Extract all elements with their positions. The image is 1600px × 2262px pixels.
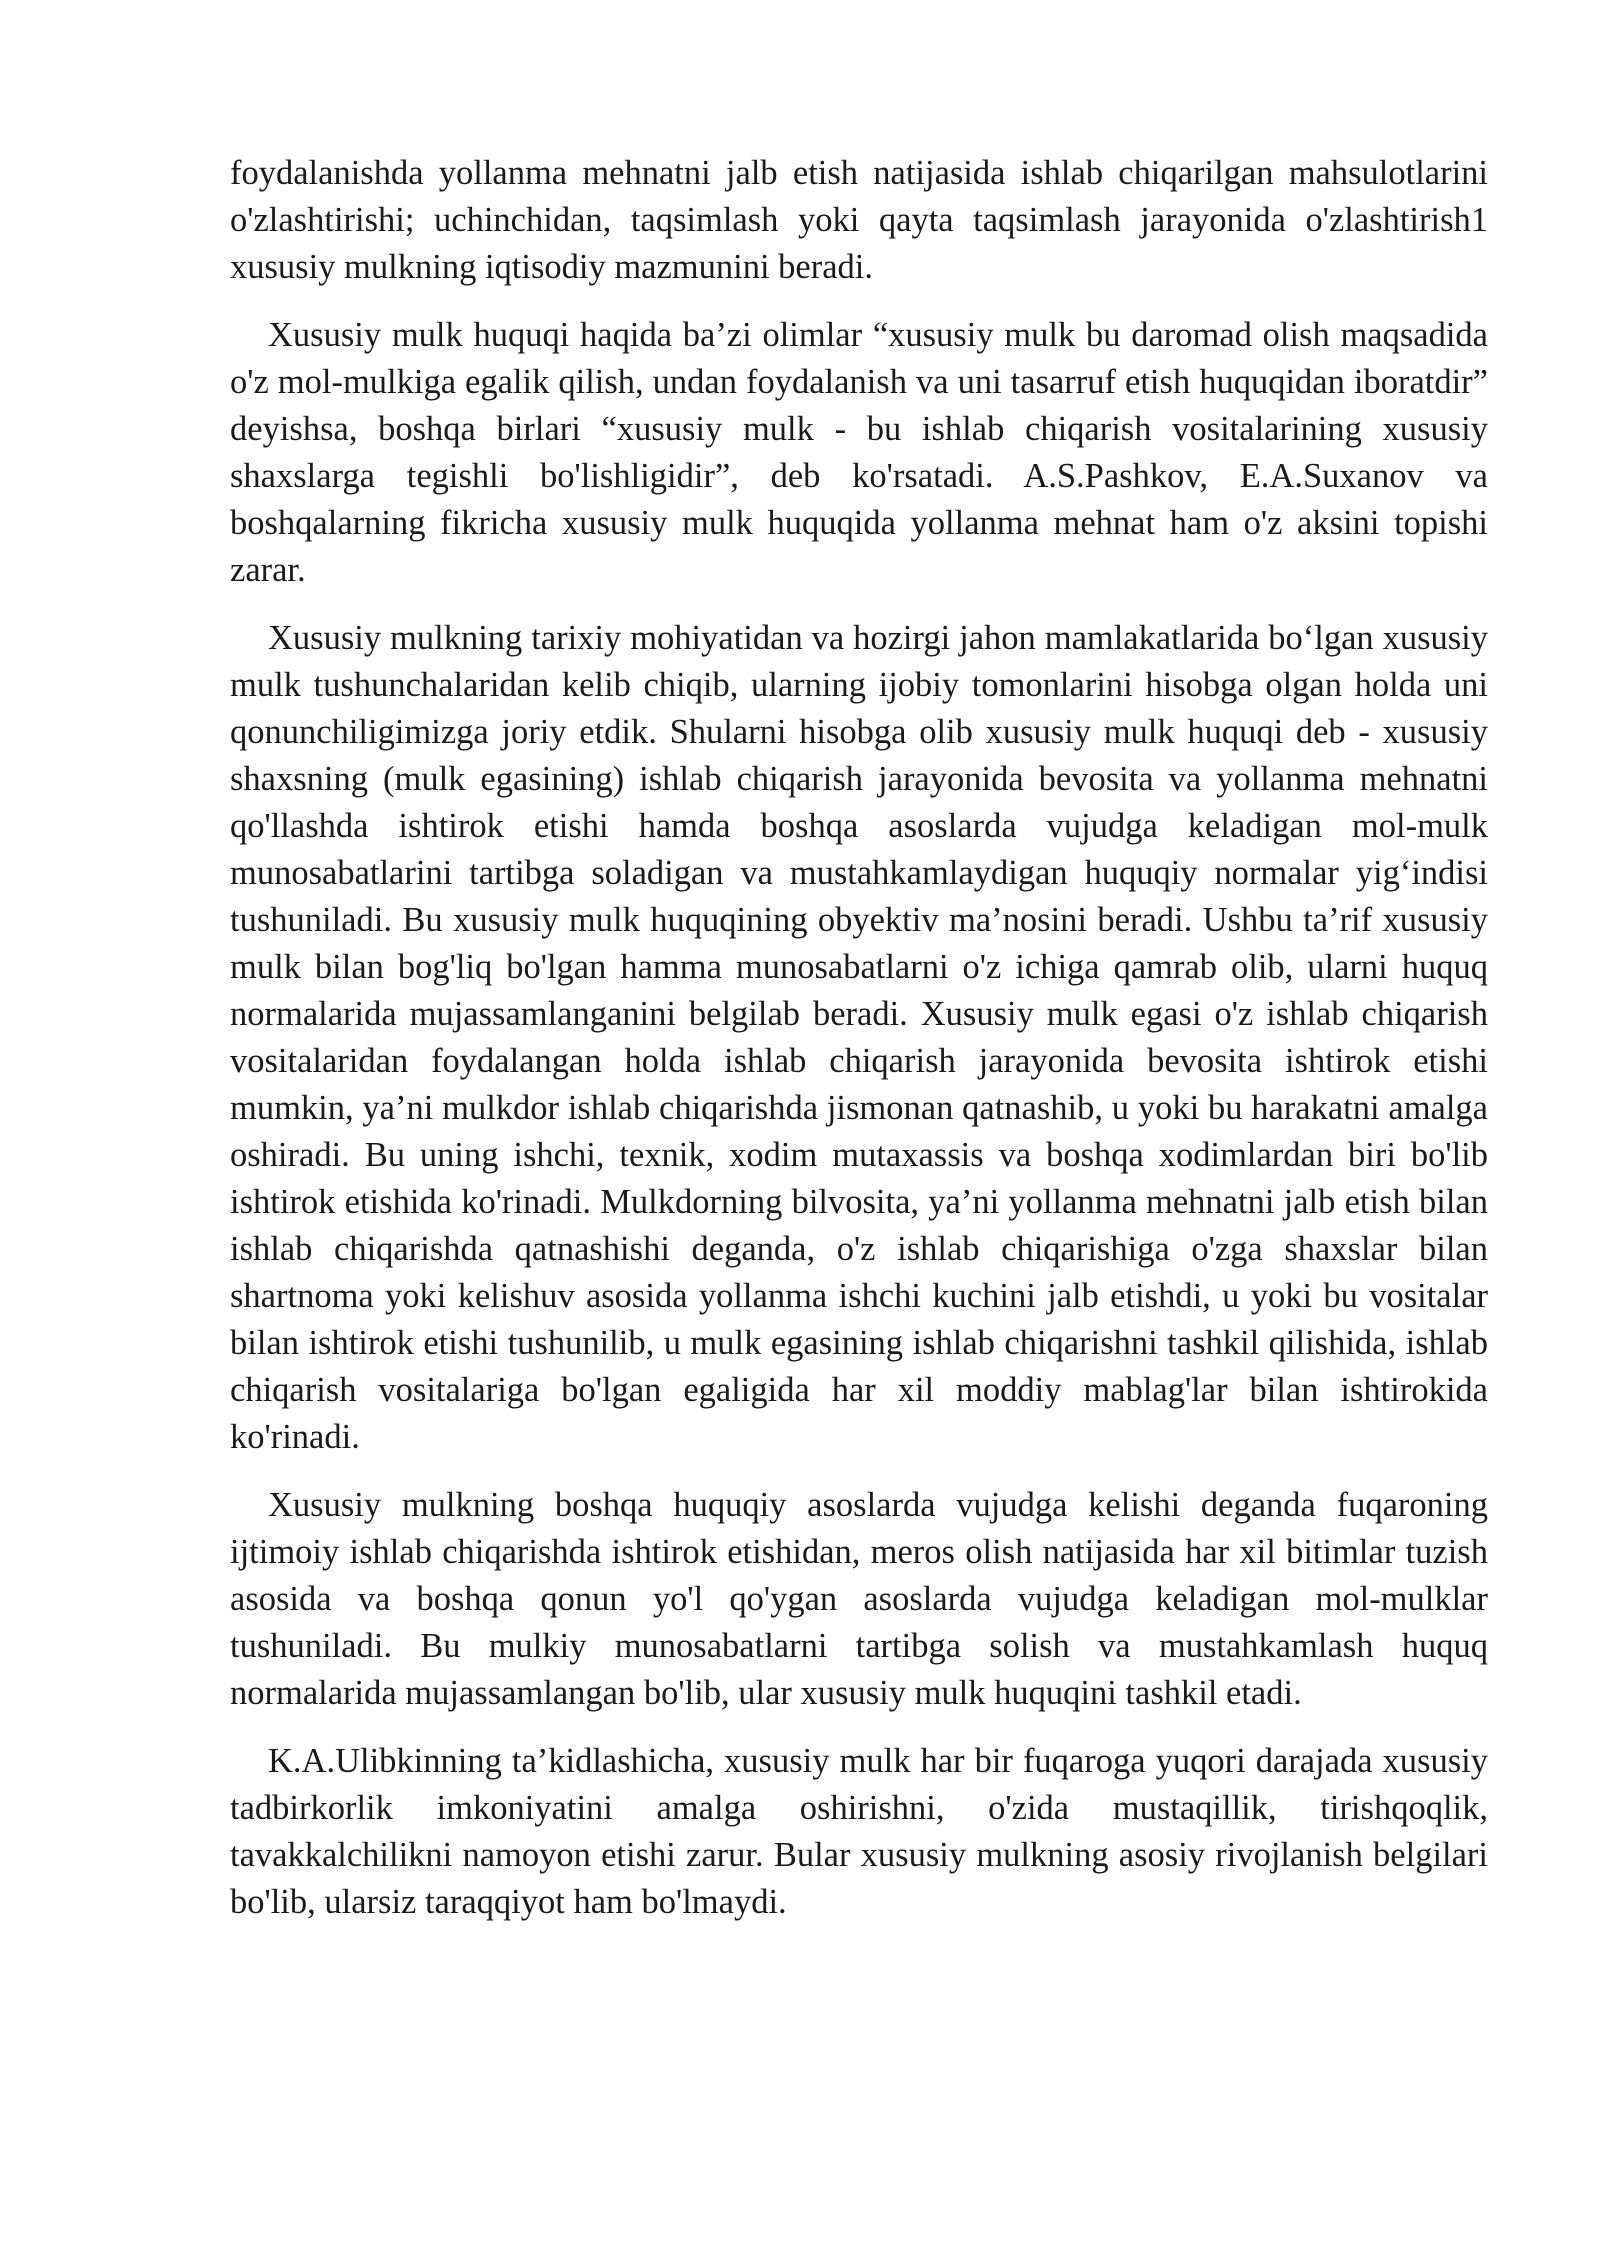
document-page <box>230 150 1488 1947</box>
paragraph-definitions: Xususiy mulk huquqi haqida ba’zi olimlar “xususiy mulk bu daromad olish maqsadida o'z mol-mulkiga egalik qilish, undan foydalanish va uni tasarruf etish huquqidan iboratdir” deyishsa, boshqa birlari “xususiy mulk - bu ishlab chiqarish vositalarining xususiy shaxslarga tegishli bo'lishligidir”, deb ko'rsatadi. A.S.Pashkov, E.A.Suxanov va boshqalarning fikricha xususiy mulk huquqida yollanma mehnat ham o'z aksini topishi zarar. <box>230 316 1488 589</box>
paragraph-continuation: foydalanishda yollanma mehnatni jalb etish natijasida ishlab chiqarilgan mahsulotlarini o'zlashtirishi; uchinchidan, taqsimlash yoki qayta taqsimlash jarayonida o'zlashtirish1 xususiy mulkning iqtisodiy mazmunini beradi. <box>230 154 1488 286</box>
paragraph-legal-grounds: Xususiy mulkning boshqa huquqiy asoslarda vujudga kelishi deganda fuqaroning ijtimoiy ishlab chiqarishda ishtirok etishidan, meros olish natijasida har xil bitimlar tuzish asosida va boshqa qonun yo'l qo'ygan asoslarda vujudga keladigan mol-mulklar tushuniladi. Bu mulkiy munosabatlarni tartibga solish va mustahkamlash huquq normalarida mujassamlangan bo'lib, ular xususiy mulk huquqini tashkil etadi. <box>230 1486 1488 1712</box>
paragraph-ulibkin-view: K.A.Ulibkinning ta’kidlashicha, xususiy mulk har bir fuqaroga yuqori darajada xususiy tadbirkorlik imkoniyatini amalga oshirishni, o'zida mustaqillik, tirishqoqlik, tavakkalchilikni namoyon etishi zarur. Bular xususiy mulkning asosiy rivojlanish belgilari bo'lib, ularsiz taraqqiyot ham bo'lmaydi. <box>230 1742 1488 1921</box>
paragraph-historical-essence: Xususiy mulkning tarixiy mohiyatidan va hozirgi jahon mamlakatlarida bo‘lgan xususiy mulk tushunchalaridan kelib chiqib, ularning ijobiy tomonlarini hisobga olgan holda uni qonunchiligimizga joriy etdik. Shularni hisobga olib xususiy mulk huquqi deb - xususiy shaxsning (mulk egasining) ishlab chiqarish jarayonida bevosita va yollanma mehnatni qo'llashda ishtirok etishi hamda boshqa asoslarda vujudga keladigan mol-mulk munosabatlarini tartibga soladigan va mustahkamlaydigan huquqiy normalar yig‘indisi tushuniladi. Bu xususiy mulk huquqining obyektiv ma’nosini beradi. Ushbu ta’rif xususiy mulk bilan bog'liq bo'lgan hamma munosabatlarni o'z ichiga qamrab olib, ularni huquq normalarida mujassamlanganini belgilab beradi. Xususiy mulk egasi o'z ishlab chiqarish vositalaridan foydalangan holda ishlab chiqarish jarayonida bevosita ishtirok etishi mumkin, ya’ni mulkdor ishlab chiqarishda jismonan qatnashib, u yoki bu harakatni amalga oshiradi. Bu uning ishchi, texnik, xodim mutaxassis va boshqa xodimlardan biri bo'lib ishtirok etishida ko'rinadi. Mulkdorning bilvosita, ya’ni yollanma mehnatni jalb etish bilan ishlab chiqarishda qatnashishi deganda, o'z ishlab chiqarishiga o'zga shaxslar bilan shartnoma yoki kelishuv asosida yollanma ishchi kuchini jalb etishdi, u yoki bu vositalar bilan ishtirok etishi tushunilib, u mulk egasining ishlab chiqarishni tashkil qilishida, ishlab chiqarish vositalariga bo'lgan egaligida har xil moddiy mablag'lar bilan ishtirokida ko'rinadi. <box>230 619 1488 1456</box>
